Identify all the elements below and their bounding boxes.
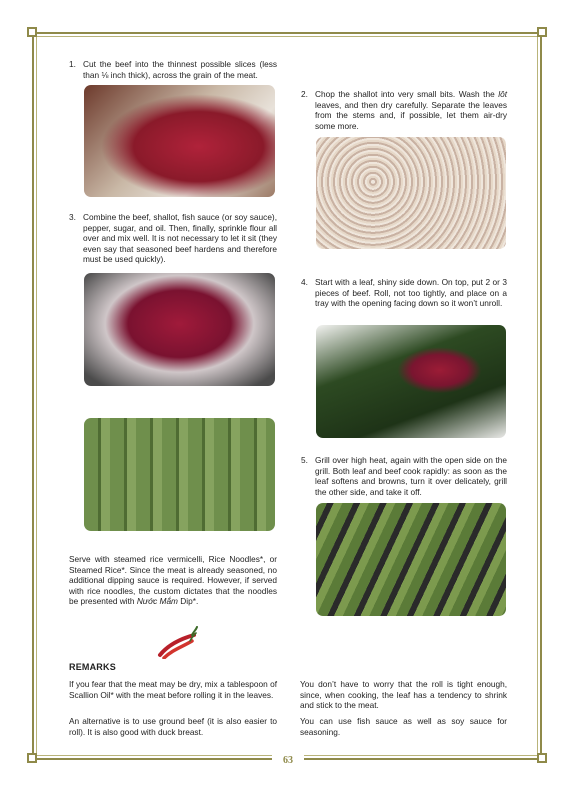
leaf-name: lôt: [498, 89, 507, 99]
step-3: [69, 212, 277, 265]
remark-left-2: An alternative is to use ground beef (it is also easier to roll). It is also good with duck breast.: [69, 716, 277, 737]
photo-chopped-shallot: [316, 137, 506, 249]
step-4: [301, 277, 507, 309]
remark-right-1: You don’t have to worry that the roll is tight enough, since, when cooking, the leaf has a tendency to shrink and stick to the meat.: [300, 679, 507, 711]
serving-note: Serve with steamed rice vermicelli, Rice Noodles*, or Steamed Rice*. Since the meat is already seasoned, no additional dipping sauce is required. However, if served with rice noodles, the custom dictates that the noodles be presented with Nước Mắm Dip*.: [69, 554, 277, 607]
corner-ornament: [27, 27, 37, 37]
step-text: Combine the beef, shallot, fish sauce (or soy sauce), pepper, sugar, and oil. Then, finally, sprinkle flour all over and mix well. It is not necessary to let it sit (they even say that seasoned beef hardens and therefore must be used quickly).: [83, 212, 277, 265]
photo-leaf-with-beef: [316, 325, 506, 438]
chili-pepper-icon: [156, 625, 198, 659]
photo-beef-mixture: [84, 273, 275, 386]
step-text: Cut the beef into the thinnest possible slices (less than ⅛ inch thick), across the grain of the meat.: [83, 59, 277, 80]
step-2: [301, 89, 507, 131]
step-number: 5.: [301, 455, 308, 465]
remarks-heading: REMARKS: [69, 662, 116, 672]
step-number: 2.: [301, 89, 308, 99]
step-text: Chop the shallot into very small bits. Wash the lôt leaves, and then dry carefully. Separate the leaves from the stems and, if possible, let them air-dry some more.: [315, 89, 507, 131]
photo-grilling-rolls: [316, 503, 506, 616]
photo-sliced-beef: [84, 85, 275, 197]
photo-rolled-leaves: [84, 418, 275, 531]
step-text: Grill over high heat, again with the open side on the grill. Both leaf and beef cook rapidly: as soon as the leaf softens and browns, turn it over delicately, grill the other side, and take it off.: [315, 455, 507, 497]
step-1: [69, 59, 277, 80]
step-number: 4.: [301, 277, 308, 287]
remark-right-2: You can use fish sauce as well as soy sauce for seasoning.: [300, 716, 507, 737]
remark-left-1: If you fear that the meat may be dry, mix a tablespoon of Scallion Oil* with the meat before rolling it in the leaves.: [69, 679, 277, 700]
step-number: 1.: [69, 59, 76, 69]
step-number: 3.: [69, 212, 76, 222]
corner-ornament: [537, 27, 547, 37]
dip-name: Nước Mắm: [136, 596, 178, 607]
step-5: [301, 455, 507, 497]
page-number: 63: [283, 755, 293, 766]
step-text: Start with a leaf, shiny side down. On top, put 2 or 3 pieces of beef. Roll, not too tightly, and place on a tray with the opening facing down so it won’t unroll.: [315, 277, 507, 309]
